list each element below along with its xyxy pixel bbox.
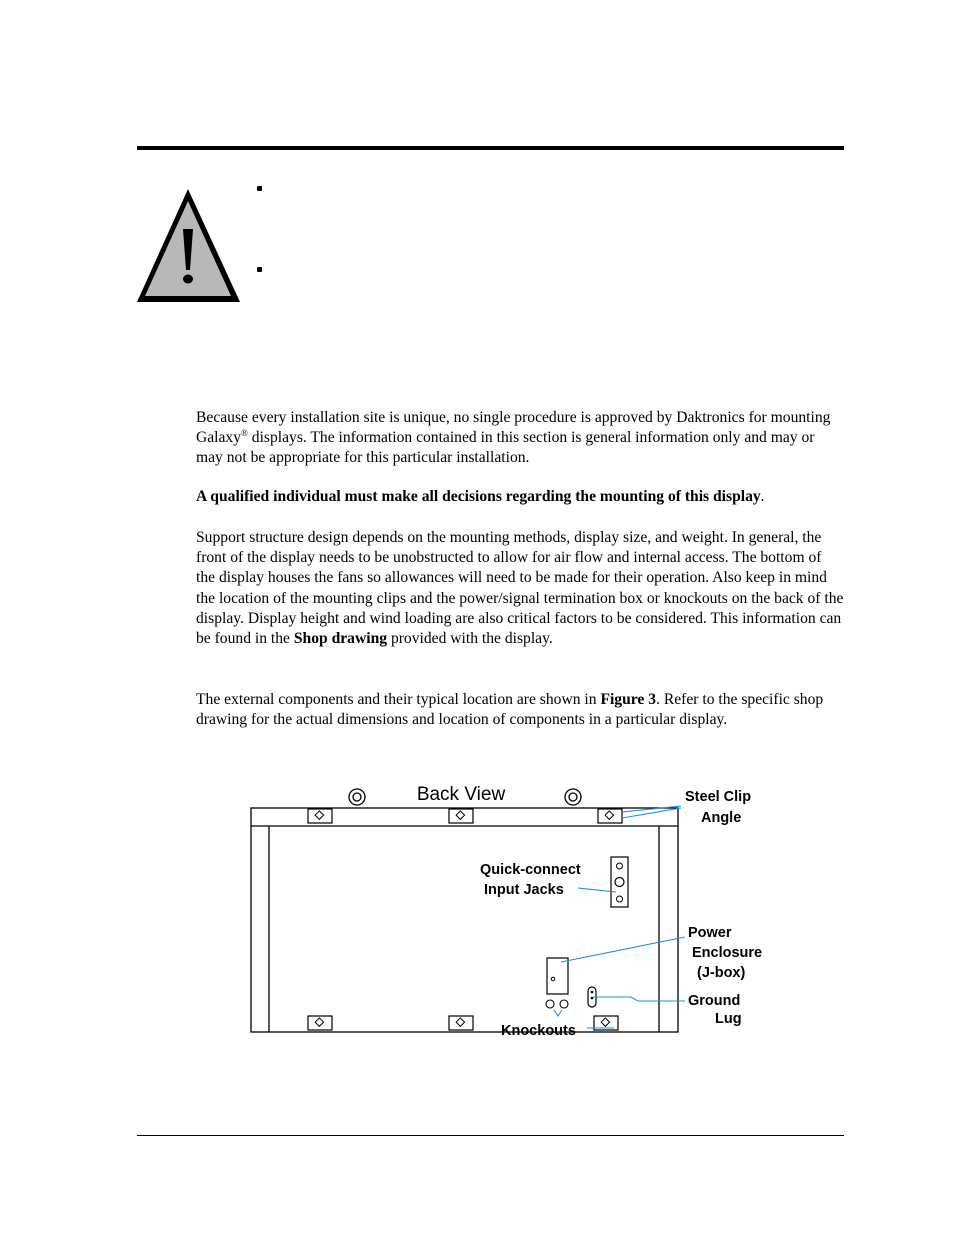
power-enclosure bbox=[547, 958, 568, 994]
label-enclosure: Enclosure bbox=[692, 945, 763, 961]
label-ground: Ground bbox=[688, 993, 741, 1009]
lifting-eye-left bbox=[349, 789, 365, 805]
qualified-individual-note: A qualified individual must make all decisions regarding the mounting of this display. bbox=[196, 488, 765, 505]
label-power: Power bbox=[688, 925, 732, 941]
steel-clip-angle bbox=[598, 809, 622, 823]
steel-clip-angle bbox=[308, 1016, 332, 1030]
bullet-point bbox=[257, 186, 262, 191]
figure-title: Back View bbox=[416, 784, 506, 805]
label-input-jacks: Input Jacks bbox=[484, 882, 564, 898]
display-cabinet bbox=[251, 808, 678, 1032]
input-jacks bbox=[611, 857, 628, 907]
steel-clip-angle bbox=[449, 1016, 473, 1030]
bullet-point bbox=[257, 267, 262, 272]
top-rule bbox=[137, 146, 844, 150]
leader-lines bbox=[554, 806, 685, 1028]
label-lug: Lug bbox=[715, 1011, 742, 1027]
intro-paragraph: Because every installation site is unique, no single procedure is approved by Daktronics for mounting Galaxy® displays. The information contained in this section is general information only and may or may not be appropriate for this particular installation. bbox=[196, 409, 831, 467]
lifting-eye-right bbox=[565, 789, 581, 805]
steel-clip-angle bbox=[449, 809, 473, 823]
back-view-figure bbox=[245, 778, 775, 1044]
support-structure-paragraph: Support structure design depends on the mounting methods, display size, and weight. In general, the front of the display needs to be unobstructed to allow for air flow and internal access. The bottom of the display houses the fans so allowances will need to be made for their operation. Also keep in mind the location of the mounting clips and the power/signal termination box or knockouts on the back of the display. Display height and wind loading are also critical factors to be considered. This information can be found in the Shop drawing provided with the display. bbox=[196, 529, 844, 648]
footer-rule bbox=[137, 1135, 844, 1136]
label-quick-connect: Quick-connect bbox=[480, 862, 581, 878]
knockouts bbox=[546, 1000, 568, 1008]
steel-clip-angle bbox=[308, 809, 332, 823]
external-components-paragraph: The external components and their typical location are shown in Figure 3. Refer to the specific shop drawing for the actual dimensions and location of components in a particular display. bbox=[196, 691, 824, 729]
label-angle: Angle bbox=[701, 810, 742, 826]
label-jbox: (J-box) bbox=[697, 965, 746, 981]
label-steel-clip: Steel Clip bbox=[685, 789, 752, 805]
label-knockouts: Knockouts bbox=[501, 1023, 576, 1039]
warning-triangle-icon bbox=[135, 187, 242, 304]
